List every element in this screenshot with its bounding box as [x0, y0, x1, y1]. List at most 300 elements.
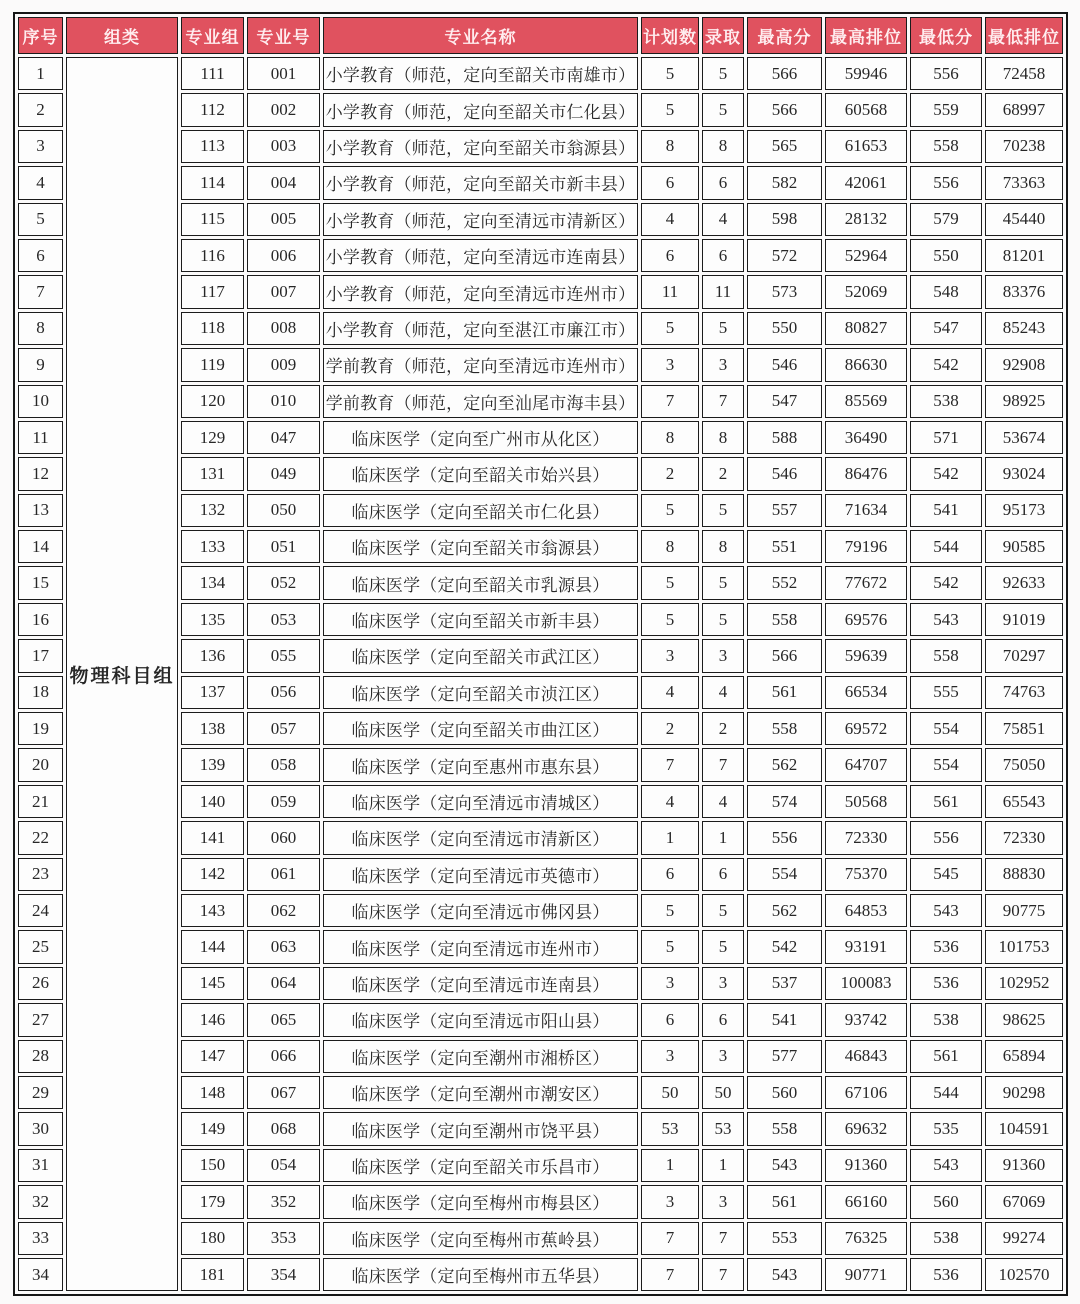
cell-max-rank: 93742 — [825, 1003, 907, 1036]
cell-max-rank: 46843 — [825, 1040, 907, 1073]
cell-seq: 31 — [18, 1149, 63, 1182]
cell-min-rank: 67069 — [985, 1185, 1063, 1218]
cell-major-no: 010 — [247, 385, 320, 418]
cell-major-name: 临床医学（定向至韶关市曲江区） — [323, 712, 638, 745]
cell-major-name: 小学教育（师范，定向至湛江市廉江市） — [323, 312, 638, 345]
cell-seq: 6 — [18, 239, 63, 272]
col-header-major-name: 专业名称 — [323, 17, 638, 54]
cell-min-score: 556 — [910, 821, 982, 854]
cell-min-score: 550 — [910, 239, 982, 272]
cell-major-group-no: 117 — [181, 275, 244, 308]
cell-admitted: 5 — [702, 57, 744, 90]
cell-max-rank: 75370 — [825, 858, 907, 891]
cell-admitted: 6 — [702, 166, 744, 199]
cell-plan-count: 4 — [641, 203, 699, 236]
cell-max-score: 550 — [747, 312, 822, 345]
cell-admitted: 8 — [702, 130, 744, 163]
cell-min-rank: 104591 — [985, 1112, 1063, 1145]
cell-major-name: 小学教育（师范，定向至韶关市仁化县） — [323, 93, 638, 126]
cell-major-no: 352 — [247, 1185, 320, 1218]
cell-major-name: 学前教育（师范，定向至汕尾市海丰县） — [323, 385, 638, 418]
cell-major-no: 002 — [247, 93, 320, 126]
cell-min-rank: 72458 — [985, 57, 1063, 90]
cell-max-score: 552 — [747, 566, 822, 599]
cell-seq: 29 — [18, 1076, 63, 1109]
cell-admitted: 3 — [702, 1185, 744, 1218]
cell-major-group-no: 129 — [181, 421, 244, 454]
cell-max-rank: 90771 — [825, 1258, 907, 1291]
cell-major-group-no: 133 — [181, 530, 244, 563]
cell-min-score: 541 — [910, 494, 982, 527]
cell-plan-count: 6 — [641, 858, 699, 891]
cell-seq: 33 — [18, 1222, 63, 1255]
cell-admitted: 7 — [702, 1258, 744, 1291]
cell-min-score: 556 — [910, 166, 982, 199]
cell-seq: 9 — [18, 348, 63, 381]
cell-max-score: 537 — [747, 967, 822, 1000]
cell-admitted: 7 — [702, 748, 744, 781]
cell-major-no: 008 — [247, 312, 320, 345]
cell-seq: 21 — [18, 785, 63, 818]
cell-seq: 25 — [18, 930, 63, 963]
col-header-max-score: 最高分 — [747, 17, 822, 54]
cell-major-name: 临床医学（定向至梅州市五华县） — [323, 1258, 638, 1291]
cell-plan-count: 1 — [641, 1149, 699, 1182]
cell-max-score: 562 — [747, 748, 822, 781]
cell-min-rank: 99274 — [985, 1222, 1063, 1255]
cell-major-no: 009 — [247, 348, 320, 381]
cell-max-rank: 79196 — [825, 530, 907, 563]
cell-min-rank: 70297 — [985, 639, 1063, 672]
cell-major-name: 临床医学（定向至清远市清城区） — [323, 785, 638, 818]
cell-min-score: 547 — [910, 312, 982, 345]
cell-max-score: 558 — [747, 603, 822, 636]
cell-admitted: 3 — [702, 639, 744, 672]
cell-max-rank: 91360 — [825, 1149, 907, 1182]
cell-seq: 13 — [18, 494, 63, 527]
cell-max-rank: 69632 — [825, 1112, 907, 1145]
cell-max-rank: 28132 — [825, 203, 907, 236]
cell-min-rank: 92908 — [985, 348, 1063, 381]
cell-max-rank: 36490 — [825, 421, 907, 454]
cell-major-group-no: 112 — [181, 93, 244, 126]
cell-major-no: 058 — [247, 748, 320, 781]
cell-major-no: 004 — [247, 166, 320, 199]
cell-max-score: 546 — [747, 457, 822, 490]
cell-major-name: 临床医学（定向至韶关市始兴县） — [323, 457, 638, 490]
cell-min-rank: 81201 — [985, 239, 1063, 272]
cell-admitted: 5 — [702, 312, 744, 345]
cell-max-rank: 93191 — [825, 930, 907, 963]
cell-plan-count: 3 — [641, 967, 699, 1000]
cell-min-rank: 102952 — [985, 967, 1063, 1000]
cell-seq: 26 — [18, 967, 63, 1000]
cell-max-score: 554 — [747, 858, 822, 891]
cell-major-name: 临床医学（定向至潮州市潮安区） — [323, 1076, 638, 1109]
cell-plan-count: 8 — [641, 130, 699, 163]
cell-max-rank: 60568 — [825, 93, 907, 126]
cell-major-name: 小学教育（师范，定向至韶关市新丰县） — [323, 166, 638, 199]
cell-plan-count: 5 — [641, 566, 699, 599]
cell-major-name: 小学教育（师范，定向至清远市清新区） — [323, 203, 638, 236]
cell-major-no: 354 — [247, 1258, 320, 1291]
cell-admitted: 5 — [702, 603, 744, 636]
cell-seq: 28 — [18, 1040, 63, 1073]
cell-major-group-no: 180 — [181, 1222, 244, 1255]
cell-min-rank: 72330 — [985, 821, 1063, 854]
cell-admitted: 7 — [702, 385, 744, 418]
cell-min-score: 535 — [910, 1112, 982, 1145]
cell-min-rank: 90298 — [985, 1076, 1063, 1109]
cell-min-score: 558 — [910, 639, 982, 672]
cell-min-rank: 92633 — [985, 566, 1063, 599]
cell-min-score: 543 — [910, 603, 982, 636]
cell-min-rank: 74763 — [985, 676, 1063, 709]
header-row — [18, 17, 1063, 54]
cell-max-rank: 69576 — [825, 603, 907, 636]
col-header-major-group: 专业组 — [181, 17, 244, 54]
cell-major-name: 临床医学（定向至潮州市湘桥区） — [323, 1040, 638, 1073]
cell-seq: 18 — [18, 676, 63, 709]
cell-admitted: 3 — [702, 967, 744, 1000]
col-header-admitted: 录取 — [702, 17, 744, 54]
cell-major-no: 061 — [247, 858, 320, 891]
cell-plan-count: 6 — [641, 239, 699, 272]
col-header-min-score: 最低分 — [910, 17, 982, 54]
cell-min-rank: 91019 — [985, 603, 1063, 636]
cell-min-score: 560 — [910, 1185, 982, 1218]
cell-min-score: 544 — [910, 530, 982, 563]
cell-min-rank: 88830 — [985, 858, 1063, 891]
cell-min-rank: 85243 — [985, 312, 1063, 345]
cell-major-group-no: 179 — [181, 1185, 244, 1218]
cell-max-rank: 72330 — [825, 821, 907, 854]
cell-max-score: 565 — [747, 130, 822, 163]
cell-max-score: 562 — [747, 894, 822, 927]
cell-min-score: 548 — [910, 275, 982, 308]
cell-plan-count: 11 — [641, 275, 699, 308]
cell-max-rank: 42061 — [825, 166, 907, 199]
cell-min-rank: 45440 — [985, 203, 1063, 236]
cell-major-group-no: 119 — [181, 348, 244, 381]
cell-major-no: 047 — [247, 421, 320, 454]
cell-major-name: 临床医学（定向至韶关市乐昌市） — [323, 1149, 638, 1182]
cell-min-rank: 75851 — [985, 712, 1063, 745]
cell-major-name: 临床医学（定向至韶关市乳源县） — [323, 566, 638, 599]
cell-min-rank: 75050 — [985, 748, 1063, 781]
cell-max-score: 577 — [747, 1040, 822, 1073]
admissions-table — [13, 12, 1068, 1296]
cell-plan-count: 1 — [641, 821, 699, 854]
cell-max-score: 588 — [747, 421, 822, 454]
cell-seq: 7 — [18, 275, 63, 308]
cell-min-rank: 98625 — [985, 1003, 1063, 1036]
cell-major-name: 临床医学（定向至清远市佛冈县） — [323, 894, 638, 927]
cell-admitted: 5 — [702, 930, 744, 963]
cell-min-score: 554 — [910, 748, 982, 781]
cell-min-score: 543 — [910, 1149, 982, 1182]
cell-max-score: 598 — [747, 203, 822, 236]
cell-plan-count: 3 — [641, 1040, 699, 1073]
cell-min-rank: 73363 — [985, 166, 1063, 199]
cell-plan-count: 3 — [641, 639, 699, 672]
cell-admitted: 1 — [702, 1149, 744, 1182]
cell-major-no: 062 — [247, 894, 320, 927]
cell-max-score: 543 — [747, 1149, 822, 1182]
cell-admitted: 6 — [702, 239, 744, 272]
cell-plan-count: 7 — [641, 1222, 699, 1255]
cell-seq: 5 — [18, 203, 63, 236]
cell-min-score: 543 — [910, 894, 982, 927]
cell-admitted: 4 — [702, 203, 744, 236]
cell-admitted: 3 — [702, 348, 744, 381]
cell-seq: 22 — [18, 821, 63, 854]
cell-major-name: 临床医学（定向至清远市连南县） — [323, 967, 638, 1000]
cell-min-rank: 93024 — [985, 457, 1063, 490]
cell-major-name: 临床医学（定向至清远市阳山县） — [323, 1003, 638, 1036]
cell-max-rank: 64707 — [825, 748, 907, 781]
cell-seq: 15 — [18, 566, 63, 599]
cell-seq: 30 — [18, 1112, 63, 1145]
cell-seq: 20 — [18, 748, 63, 781]
cell-major-group-no: 181 — [181, 1258, 244, 1291]
cell-major-group-no: 149 — [181, 1112, 244, 1145]
cell-major-no: 066 — [247, 1040, 320, 1073]
cell-min-score: 545 — [910, 858, 982, 891]
cell-plan-count: 8 — [641, 530, 699, 563]
cell-plan-count: 8 — [641, 421, 699, 454]
cell-major-no: 050 — [247, 494, 320, 527]
cell-max-score: 556 — [747, 821, 822, 854]
cell-major-group-no: 132 — [181, 494, 244, 527]
cell-seq: 27 — [18, 1003, 63, 1036]
cell-major-no: 056 — [247, 676, 320, 709]
cell-major-name: 临床医学（定向至韶关市浈江区） — [323, 676, 638, 709]
cell-seq: 2 — [18, 93, 63, 126]
cell-major-group-no: 140 — [181, 785, 244, 818]
cell-admitted: 3 — [702, 1040, 744, 1073]
cell-major-group-no: 146 — [181, 1003, 244, 1036]
cell-min-rank: 95173 — [985, 494, 1063, 527]
cell-plan-count: 2 — [641, 457, 699, 490]
cell-plan-count: 4 — [641, 785, 699, 818]
cell-major-group-no: 137 — [181, 676, 244, 709]
cell-admitted: 1 — [702, 821, 744, 854]
cell-max-rank: 71634 — [825, 494, 907, 527]
cell-major-name: 临床医学（定向至清远市英德市） — [323, 858, 638, 891]
cell-major-group-no: 134 — [181, 566, 244, 599]
cell-plan-count: 50 — [641, 1076, 699, 1109]
cell-major-group-no: 144 — [181, 930, 244, 963]
cell-major-group-no: 114 — [181, 166, 244, 199]
cell-major-group-no: 135 — [181, 603, 244, 636]
cell-plan-count: 53 — [641, 1112, 699, 1145]
cell-major-group-no: 148 — [181, 1076, 244, 1109]
cell-major-no: 054 — [247, 1149, 320, 1182]
cell-admitted: 2 — [702, 457, 744, 490]
cell-max-score: 560 — [747, 1076, 822, 1109]
cell-max-rank: 64853 — [825, 894, 907, 927]
cell-major-name: 临床医学（定向至潮州市饶平县） — [323, 1112, 638, 1145]
cell-max-rank: 85569 — [825, 385, 907, 418]
cell-min-rank: 91360 — [985, 1149, 1063, 1182]
cell-major-name: 临床医学（定向至惠州市惠东县） — [323, 748, 638, 781]
cell-seq: 14 — [18, 530, 63, 563]
cell-major-no: 049 — [247, 457, 320, 490]
cell-plan-count: 5 — [641, 603, 699, 636]
cell-max-score: 573 — [747, 275, 822, 308]
cell-major-group-no: 141 — [181, 821, 244, 854]
cell-max-rank: 76325 — [825, 1222, 907, 1255]
col-header-plan-count: 计划数 — [641, 17, 699, 54]
cell-major-name: 学前教育（师范，定向至清远市连州市） — [323, 348, 638, 381]
cell-major-group-no: 139 — [181, 748, 244, 781]
cell-min-score: 542 — [910, 457, 982, 490]
cell-major-no: 001 — [247, 57, 320, 90]
col-header-min-rank: 最低排位 — [985, 17, 1063, 54]
cell-max-score: 574 — [747, 785, 822, 818]
cell-min-score: 536 — [910, 967, 982, 1000]
cell-max-score: 547 — [747, 385, 822, 418]
cell-major-name: 临床医学（定向至清远市清新区） — [323, 821, 638, 854]
cell-min-rank: 90585 — [985, 530, 1063, 563]
cell-seq: 16 — [18, 603, 63, 636]
cell-plan-count: 5 — [641, 57, 699, 90]
cell-min-score: 542 — [910, 348, 982, 381]
cell-max-score: 582 — [747, 166, 822, 199]
col-header-seq: 序号 — [18, 17, 63, 54]
cell-major-name: 小学教育（师范，定向至韶关市翁源县） — [323, 130, 638, 163]
cell-max-score: 558 — [747, 1112, 822, 1145]
cell-max-rank: 59946 — [825, 57, 907, 90]
cell-max-rank: 100083 — [825, 967, 907, 1000]
cell-max-rank: 61653 — [825, 130, 907, 163]
cell-max-score: 551 — [747, 530, 822, 563]
cell-major-group-no: 115 — [181, 203, 244, 236]
cell-max-score: 561 — [747, 1185, 822, 1218]
cell-admitted: 8 — [702, 530, 744, 563]
cell-major-group-no: 131 — [181, 457, 244, 490]
cell-major-name: 小学教育（师范，定向至清远市连州市） — [323, 275, 638, 308]
cell-major-name: 临床医学（定向至韶关市新丰县） — [323, 603, 638, 636]
cell-major-no: 052 — [247, 566, 320, 599]
cell-major-group-no: 138 — [181, 712, 244, 745]
cell-seq: 19 — [18, 712, 63, 745]
cell-max-rank: 69572 — [825, 712, 907, 745]
cell-major-group-no: 145 — [181, 967, 244, 1000]
cell-admitted: 5 — [702, 93, 744, 126]
cell-min-rank: 65543 — [985, 785, 1063, 818]
cell-major-no: 068 — [247, 1112, 320, 1145]
cell-major-no: 353 — [247, 1222, 320, 1255]
cell-major-group-no: 142 — [181, 858, 244, 891]
cell-seq: 4 — [18, 166, 63, 199]
cell-plan-count: 3 — [641, 1185, 699, 1218]
cell-seq: 23 — [18, 858, 63, 891]
cell-admitted: 11 — [702, 275, 744, 308]
cell-admitted: 53 — [702, 1112, 744, 1145]
cell-major-group-no: 118 — [181, 312, 244, 345]
cell-max-score: 566 — [747, 57, 822, 90]
cell-min-rank: 53674 — [985, 421, 1063, 454]
cell-major-name: 临床医学（定向至韶关市仁化县） — [323, 494, 638, 527]
cell-admitted: 2 — [702, 712, 744, 745]
cell-max-score: 558 — [747, 712, 822, 745]
cell-admitted: 4 — [702, 676, 744, 709]
cell-min-rank: 98925 — [985, 385, 1063, 418]
cell-min-score: 554 — [910, 712, 982, 745]
cell-min-score: 536 — [910, 930, 982, 963]
cell-min-score: 571 — [910, 421, 982, 454]
cell-major-name: 小学教育（师范，定向至清远市连南县） — [323, 239, 638, 272]
cell-seq: 11 — [18, 421, 63, 454]
cell-major-name: 临床医学（定向至梅州市蕉岭县） — [323, 1222, 638, 1255]
cell-major-name: 临床医学（定向至广州市从化区） — [323, 421, 638, 454]
cell-max-score: 553 — [747, 1222, 822, 1255]
cell-max-score: 543 — [747, 1258, 822, 1291]
cell-max-score: 566 — [747, 639, 822, 672]
cell-major-name: 临床医学（定向至韶关市武江区） — [323, 639, 638, 672]
cell-max-rank: 52069 — [825, 275, 907, 308]
cell-max-score: 572 — [747, 239, 822, 272]
cell-min-rank: 102570 — [985, 1258, 1063, 1291]
cell-major-group-no: 150 — [181, 1149, 244, 1182]
cell-min-score: 538 — [910, 385, 982, 418]
cell-plan-count: 7 — [641, 1258, 699, 1291]
cell-min-score: 558 — [910, 130, 982, 163]
cell-seq: 34 — [18, 1258, 63, 1291]
cell-major-no: 051 — [247, 530, 320, 563]
col-header-max-rank: 最高排位 — [825, 17, 907, 54]
cell-min-rank: 68997 — [985, 93, 1063, 126]
cell-admitted: 6 — [702, 858, 744, 891]
cell-major-no: 055 — [247, 639, 320, 672]
cell-major-no: 063 — [247, 930, 320, 963]
cell-major-no: 053 — [247, 603, 320, 636]
cell-seq: 32 — [18, 1185, 63, 1218]
cell-plan-count: 5 — [641, 930, 699, 963]
cell-plan-count: 5 — [641, 312, 699, 345]
cell-min-score: 561 — [910, 785, 982, 818]
cell-admitted: 4 — [702, 785, 744, 818]
cell-max-score: 557 — [747, 494, 822, 527]
cell-max-rank: 67106 — [825, 1076, 907, 1109]
cell-max-score: 566 — [747, 93, 822, 126]
cell-min-rank: 101753 — [985, 930, 1063, 963]
cell-min-score: 555 — [910, 676, 982, 709]
cell-seq: 8 — [18, 312, 63, 345]
cell-admitted: 6 — [702, 1003, 744, 1036]
cell-plan-count: 5 — [641, 894, 699, 927]
cell-min-score: 559 — [910, 93, 982, 126]
cell-major-name: 临床医学（定向至梅州市梅县区） — [323, 1185, 638, 1218]
cell-min-score: 542 — [910, 566, 982, 599]
cell-max-rank: 86630 — [825, 348, 907, 381]
col-header-major-no: 专业号 — [247, 17, 320, 54]
cell-seq: 12 — [18, 457, 63, 490]
cell-admitted: 7 — [702, 1222, 744, 1255]
cell-min-score: 556 — [910, 57, 982, 90]
cell-min-rank: 65894 — [985, 1040, 1063, 1073]
cell-major-group-no: 111 — [181, 57, 244, 90]
cell-min-score: 538 — [910, 1003, 982, 1036]
cell-admitted: 5 — [702, 894, 744, 927]
cell-major-no: 065 — [247, 1003, 320, 1036]
cell-min-score: 544 — [910, 1076, 982, 1109]
cell-major-no: 003 — [247, 130, 320, 163]
cell-plan-count: 7 — [641, 385, 699, 418]
cell-min-rank: 70238 — [985, 130, 1063, 163]
